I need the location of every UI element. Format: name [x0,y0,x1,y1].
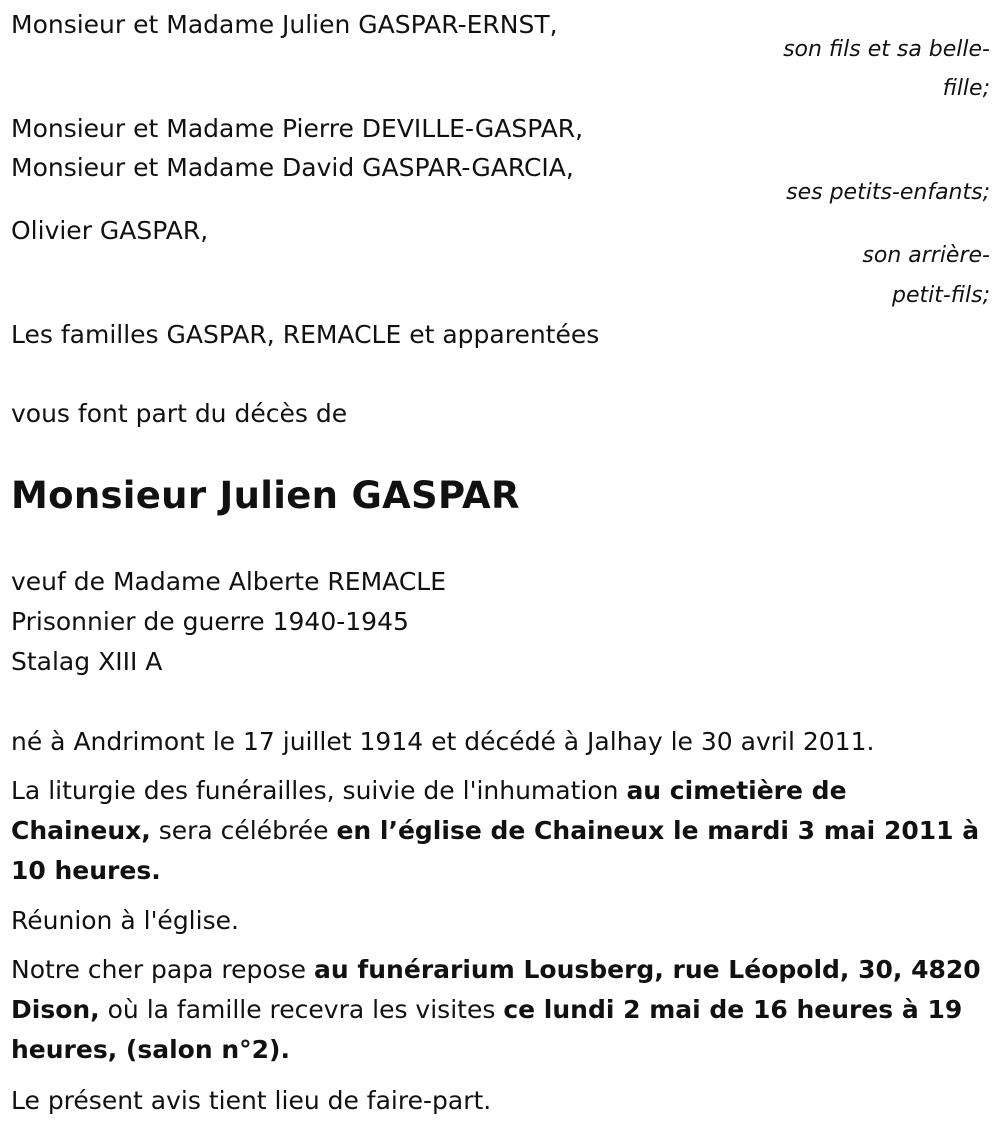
ceremony-paragraph [11,771,989,891]
visits-funerarium: au funérarium Lousberg, rue Léopold, 30, 4820 Dison, [11,955,981,1024]
announce-line: vous font part du décès de [11,399,348,428]
visits-schedule: ce lundi 2 mai de 16 heures à 19 heures, (salon n°2). [11,995,963,1064]
son-role-2: fille; [942,76,990,101]
grandchildren-line-1: Monsieur et Madame Pierre DEVILLE-GASPAR, [11,114,584,143]
visits-text-2: où la famille recevra les visites [99,995,504,1024]
reunion-line: Réunion à l'église. [11,906,239,935]
footer-line: Le présent avis tient lieu de faire-part. [11,1086,492,1115]
ceremony-cemetery: au cimetière de Chaineux, [11,776,847,845]
grandchildren-role: ses petits-enfants; [786,180,990,205]
ceremony-text-2: sera célébrée [150,816,337,845]
great-grandson-line: Olivier GASPAR, [11,216,209,245]
great-grandson-role-2: petit-fils; [891,283,990,308]
ceremony-text-1: La liturgie des funérailles, suivie de l'inhumation [11,776,627,805]
son-line: Monsieur et Madame Julien GASPAR-ERNST, [11,10,558,39]
deceased-detail-3: Stalag XIII A [11,647,163,676]
families-line: Les familles GASPAR, REMACLE et apparentées [11,320,600,349]
grandchildren-line-2: Monsieur et Madame David GASPAR-GARCIA, [11,153,574,182]
deceased-name: Monsieur Julien GASPAR [11,474,520,517]
visits-paragraph [11,950,989,1070]
birth-death-line: né à Andrimont le 17 juillet 1914 et décédé à Jalhay le 30 avril 2011. [11,727,875,756]
deceased-detail-2: Prisonnier de guerre 1940-1945 [11,607,409,636]
great-grandson-role-1: son arrière- [862,243,990,268]
visits-text-1: Notre cher papa repose [11,955,315,984]
ceremony-church-date: en l’église de Chaineux le mardi 3 mai 2011 à 10 heures. [11,816,980,885]
son-role-1: son fils et sa belle- [783,37,990,62]
deceased-detail-1: veuf de Madame Alberte REMACLE [11,567,447,596]
